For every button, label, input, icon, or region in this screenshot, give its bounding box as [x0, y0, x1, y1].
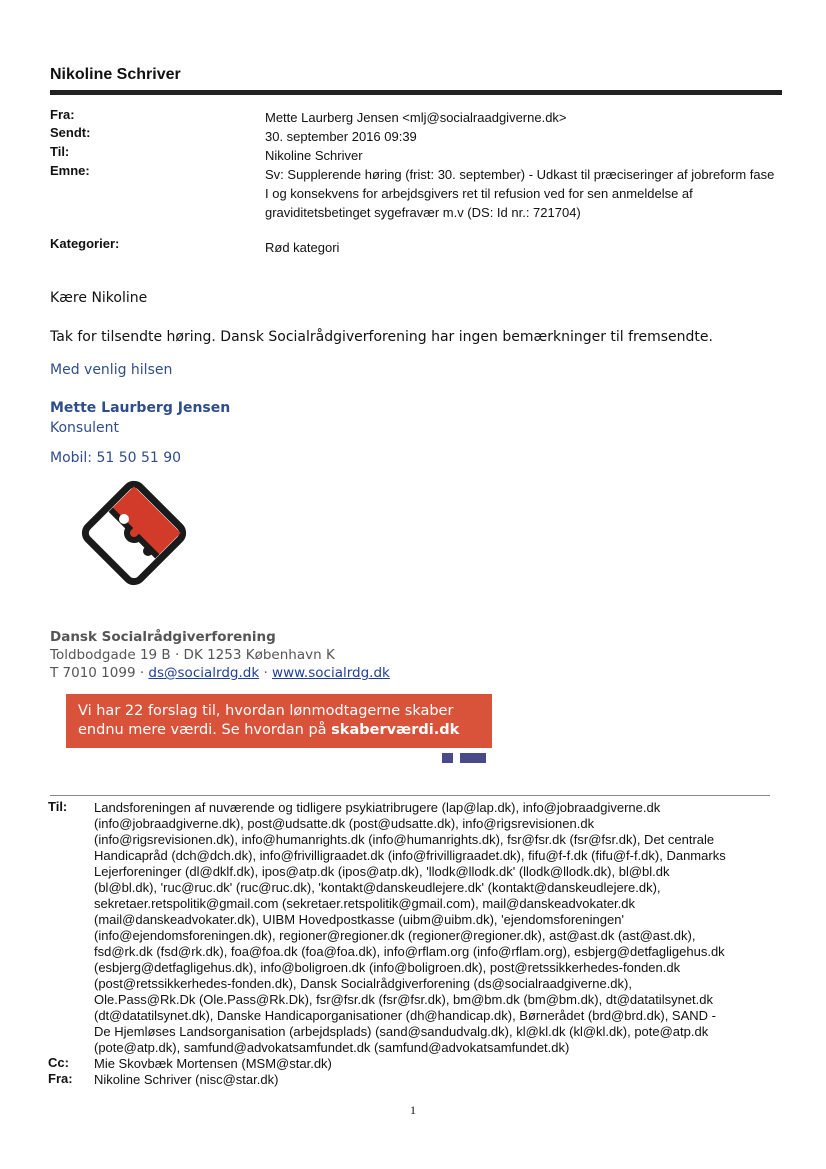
recipient-line: De Hjemløses Landsorganisation (arbejdsplads) (sand@sandudvalg.dk), kl@kl.dk (kl@kl.dk), pote@atp.dk [94, 1024, 709, 1039]
contact-separator: · [263, 665, 268, 681]
organization-address: Toldbodgade 19 B · DK 1253 København K [50, 647, 335, 663]
recipients-to-list [94, 800, 774, 1056]
forward-divider [50, 795, 770, 796]
document-title: Nikoline Schriver [50, 66, 181, 83]
banner-line-2 [78, 721, 480, 740]
organization-phone: T 7010 1099 · [50, 665, 145, 681]
recipient-line: (dt@datatilsynet.dk), Danske Handicaporganisationer (dh@handicap.dk), Børnerådet (brd@brd.dk), SAND - [94, 1008, 716, 1023]
sent-label: Sendt: [50, 125, 91, 140]
organization-email-link[interactable]: ds@socialrdg.dk [148, 665, 260, 681]
to-label: Til: [50, 144, 70, 159]
recipients-cc-label: Cc: [48, 1055, 69, 1070]
signature-role: Konsulent [50, 420, 119, 436]
recipient-line: Handicapråd (dch@dch.dk), info@frivilligraadet.dk (info@frivilligraadet.dk), fifu@f-f.dk (fifu@f-f.dk), Danmarks [94, 848, 726, 863]
title-divider [50, 90, 782, 95]
recipients-to-label: Til: [48, 799, 68, 814]
signature-mobile: Mobil: 51 50 51 90 [50, 450, 182, 466]
closing: Med venlig hilsen [50, 362, 173, 378]
organization-name: Dansk Socialrådgiverforening [50, 629, 276, 645]
greeting: Kære Nikoline [50, 290, 148, 306]
campaign-banner[interactable] [66, 694, 492, 748]
social-icons [442, 753, 486, 764]
to-value: Nikoline Schriver [265, 148, 363, 163]
recipient-line: Landsforeningen af nuværende og tidligere psykiatribrugere (lap@lap.dk), info@jobraadgiverne.dk [94, 800, 661, 815]
recipient-line: (esbjerg@detfagligehus.dk), info@boligroen.dk (info@boligroen.dk), post@retssikkerhedes-fonden.dk [94, 960, 681, 975]
from-value: Mette Laurberg Jensen <mlj@socialraadgiverne.dk> [265, 110, 567, 125]
recipients-cc-value: Mie Skovbæk Mortensen (MSM@star.dk) [94, 1056, 332, 1071]
recipient-line: (info@rigsrevisionen.dk), info@humanrights.dk (info@humanrights.dk), fsr@fsr.dk (fsr@fsr.dk), Det centrale [94, 832, 715, 847]
recipient-line: (info@jobraadgiverne.dk), post@udsatte.dk (post@udsatte.dk), info@rigsrevisionen.dk [94, 816, 595, 831]
organization-logo [78, 477, 190, 589]
organization-website-link[interactable]: www.socialrdg.dk [272, 665, 390, 681]
banner-link-text: skaberværdi.dk [331, 722, 460, 738]
recipient-line: (post@retssikkerhedes-fonden.dk), Dansk Socialrådgiverforening (ds@socialraadgiverne.dk), [94, 976, 632, 991]
subject-value: Sv: Supplerende høring (frist: 30. september) - Udkast til præciseringer af jobreform fase I og konsekvens for arbejdsgivers ret til refusion ved for sen anmeldelse af graviditetsbetinget sygefravær m.v (DS: Id nr.: 721704) [265, 167, 775, 220]
recipient-line: (mail@danskeadvokater.dk), UIBM Hovedpostkasse (uibm@uibm.dk), 'ejendomsforeningen' [94, 912, 624, 927]
from-label: Fra: [50, 107, 75, 122]
recipient-line: (info@ejendomsforeningen.dk), regioner@regioner.dk (regioner@regioner.dk), ast@ast.dk (ast@ast.dk), [94, 928, 696, 943]
recipient-line: (bl@bl.dk), 'ruc@ruc.dk' (ruc@ruc.dk), 'kontakt@danskeudlejere.dk' (kontakt@danskeudlejere.dk), [94, 880, 661, 895]
sent-value: 30. september 2016 09:39 [265, 129, 417, 144]
recipient-line: (pote@atp.dk), samfund@advokatsamfundet.dk (samfund@advokatsamfundet.dk) [94, 1040, 570, 1055]
banner-line-1: Vi har 22 forslag til, hvordan lønmodtagerne skaber [78, 703, 454, 719]
recipient-line: Lejerforeninger (dl@dklf.dk), ipos@atp.dk (ipos@atp.dk), 'llodk@llodk.dk' (llodk@llodk.dk), bl@bl.dk [94, 864, 670, 879]
subject-label: Emne: [50, 163, 90, 178]
recipients-from-value: Nikoline Schriver (nisc@star.dk) [94, 1072, 279, 1087]
categories-value: Rød kategori [265, 240, 340, 255]
recipients-from-label: Fra: [48, 1071, 73, 1086]
media-badge-icon[interactable] [460, 753, 486, 763]
recipient-line: sekretaer.retspolitik@gmail.com (sekretaer.retspolitik@gmail.com), mail@danskeadvokater.dk [94, 896, 636, 911]
page-number: 1 [410, 1103, 416, 1117]
share-icon[interactable] [442, 753, 453, 763]
signature-name: Mette Laurberg Jensen [50, 400, 231, 416]
banner-line-2-text: endnu mere værdi. Se hvordan på [78, 722, 332, 738]
message-text: Tak for tilsendte høring. Dansk Socialrådgiverforening har ingen bemærkninger til fremsendte. [50, 329, 713, 345]
categories-label: Kategorier: [50, 236, 120, 251]
recipient-line: fsd@rk.dk (fsd@rk.dk), foa@foa.dk (foa@foa.dk), info@rflam.org (info@rflam.org), esbjerg@detfagligehus.dk [94, 944, 725, 959]
recipient-line: Ole.Pass@Rk.Dk (Ole.Pass@Rk.Dk), fsr@fsr.dk (fsr@fsr.dk), bm@bm.dk (bm@bm.dk), dt@datatilsynet.dk [94, 992, 713, 1007]
organization-contact [50, 665, 390, 681]
